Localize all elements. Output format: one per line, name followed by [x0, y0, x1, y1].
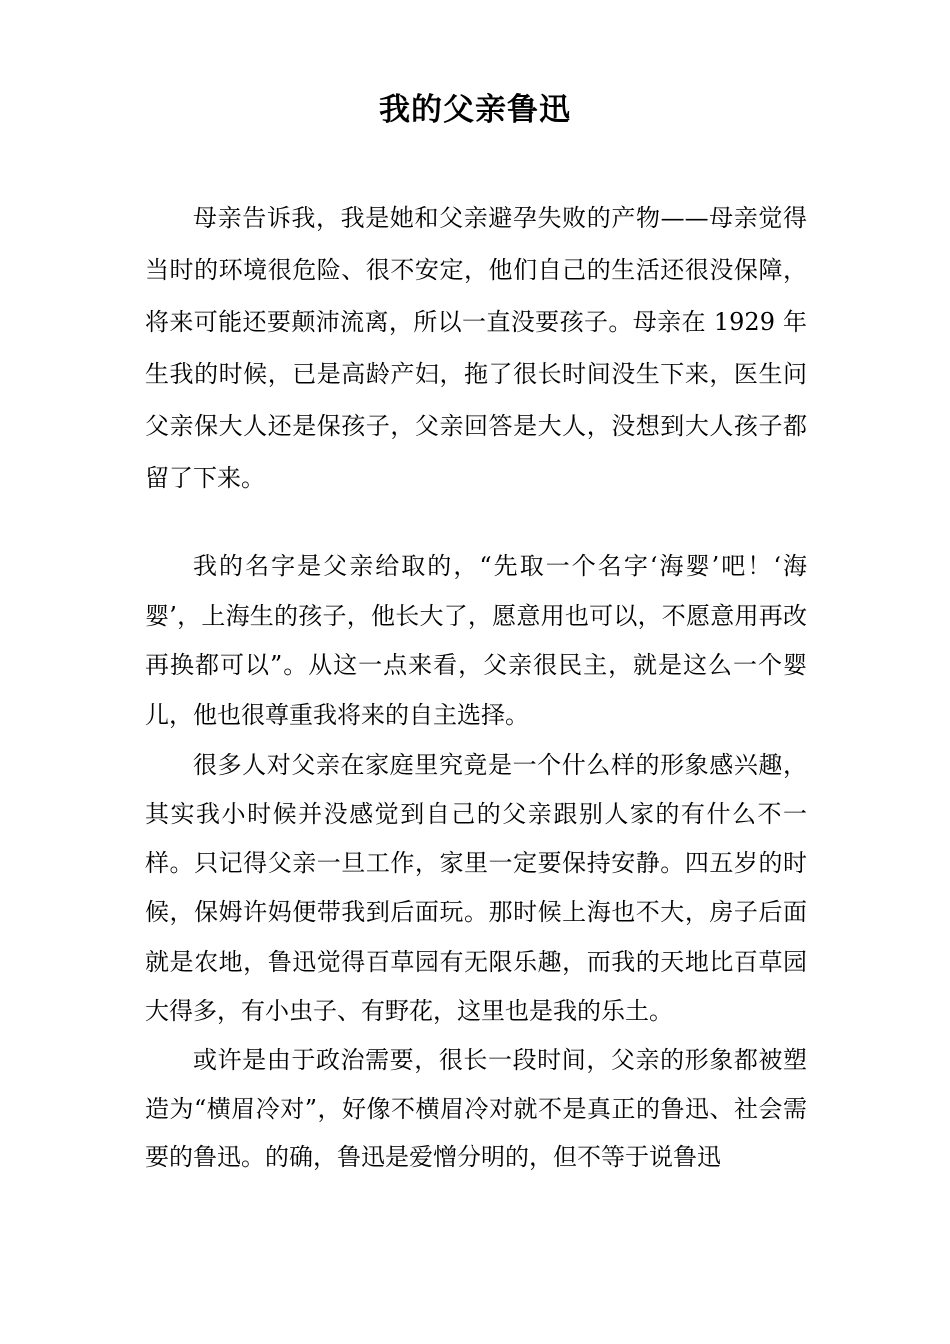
paragraph-3: 很多人对父亲在家庭里究竟是一个什么样的形象感兴趣，其实我小时候并没感觉到自己的父亲跟别人家的有什么不一样。只记得父亲一旦工作，家里一定要保持安静。四五岁的时候，保姆许妈便带我到后面玩。那时候上海也不大，房子后面就是农地，鲁迅觉得百草园有无限乐趣，而我的天地比百草园大得多，有小虫子、有野花，这里也是我的乐土。	[145, 750, 807, 1025]
paragraph-4: 或许是由于政治需要，很长一段时间，父亲的形象都被塑造为“横眉冷对”，好像不横眉冷对就不是真正的鲁迅、社会需要的鲁迅。的确，鲁迅是爱憎分明的，但不等于说鲁迅	[145, 1046, 807, 1172]
paragraph-block-1	[145, 192, 807, 504]
paragraph-2: 我的名字是父亲给取的，“先取一个名字‘海婴’吧！‘海婴’，上海生的孩子，他长大了，愿意用也可以，不愿意用再改再换都可以”。从这一点来看，父亲很民主，就是这么一个婴儿，他也很尊重我将来的自主选择。	[145, 552, 807, 730]
page-title: 我的父亲鲁迅	[379, 92, 571, 128]
paragraph-block-2	[145, 542, 807, 1182]
paragraph-1: 母亲告诉我，我是她和父亲避孕失败的产物——母亲觉得当时的环境很危险、很不安定，他们自己的生活还很没保障，将来可能还要颠沛流离，所以一直没要孩子。母亲在 1929 年生我的时候，已是高龄产妇，拖了很长时间没生下来，医生问父亲保大人还是保孩子，父亲回答是大人，没想到大人孩子都留了下来。	[145, 204, 807, 492]
